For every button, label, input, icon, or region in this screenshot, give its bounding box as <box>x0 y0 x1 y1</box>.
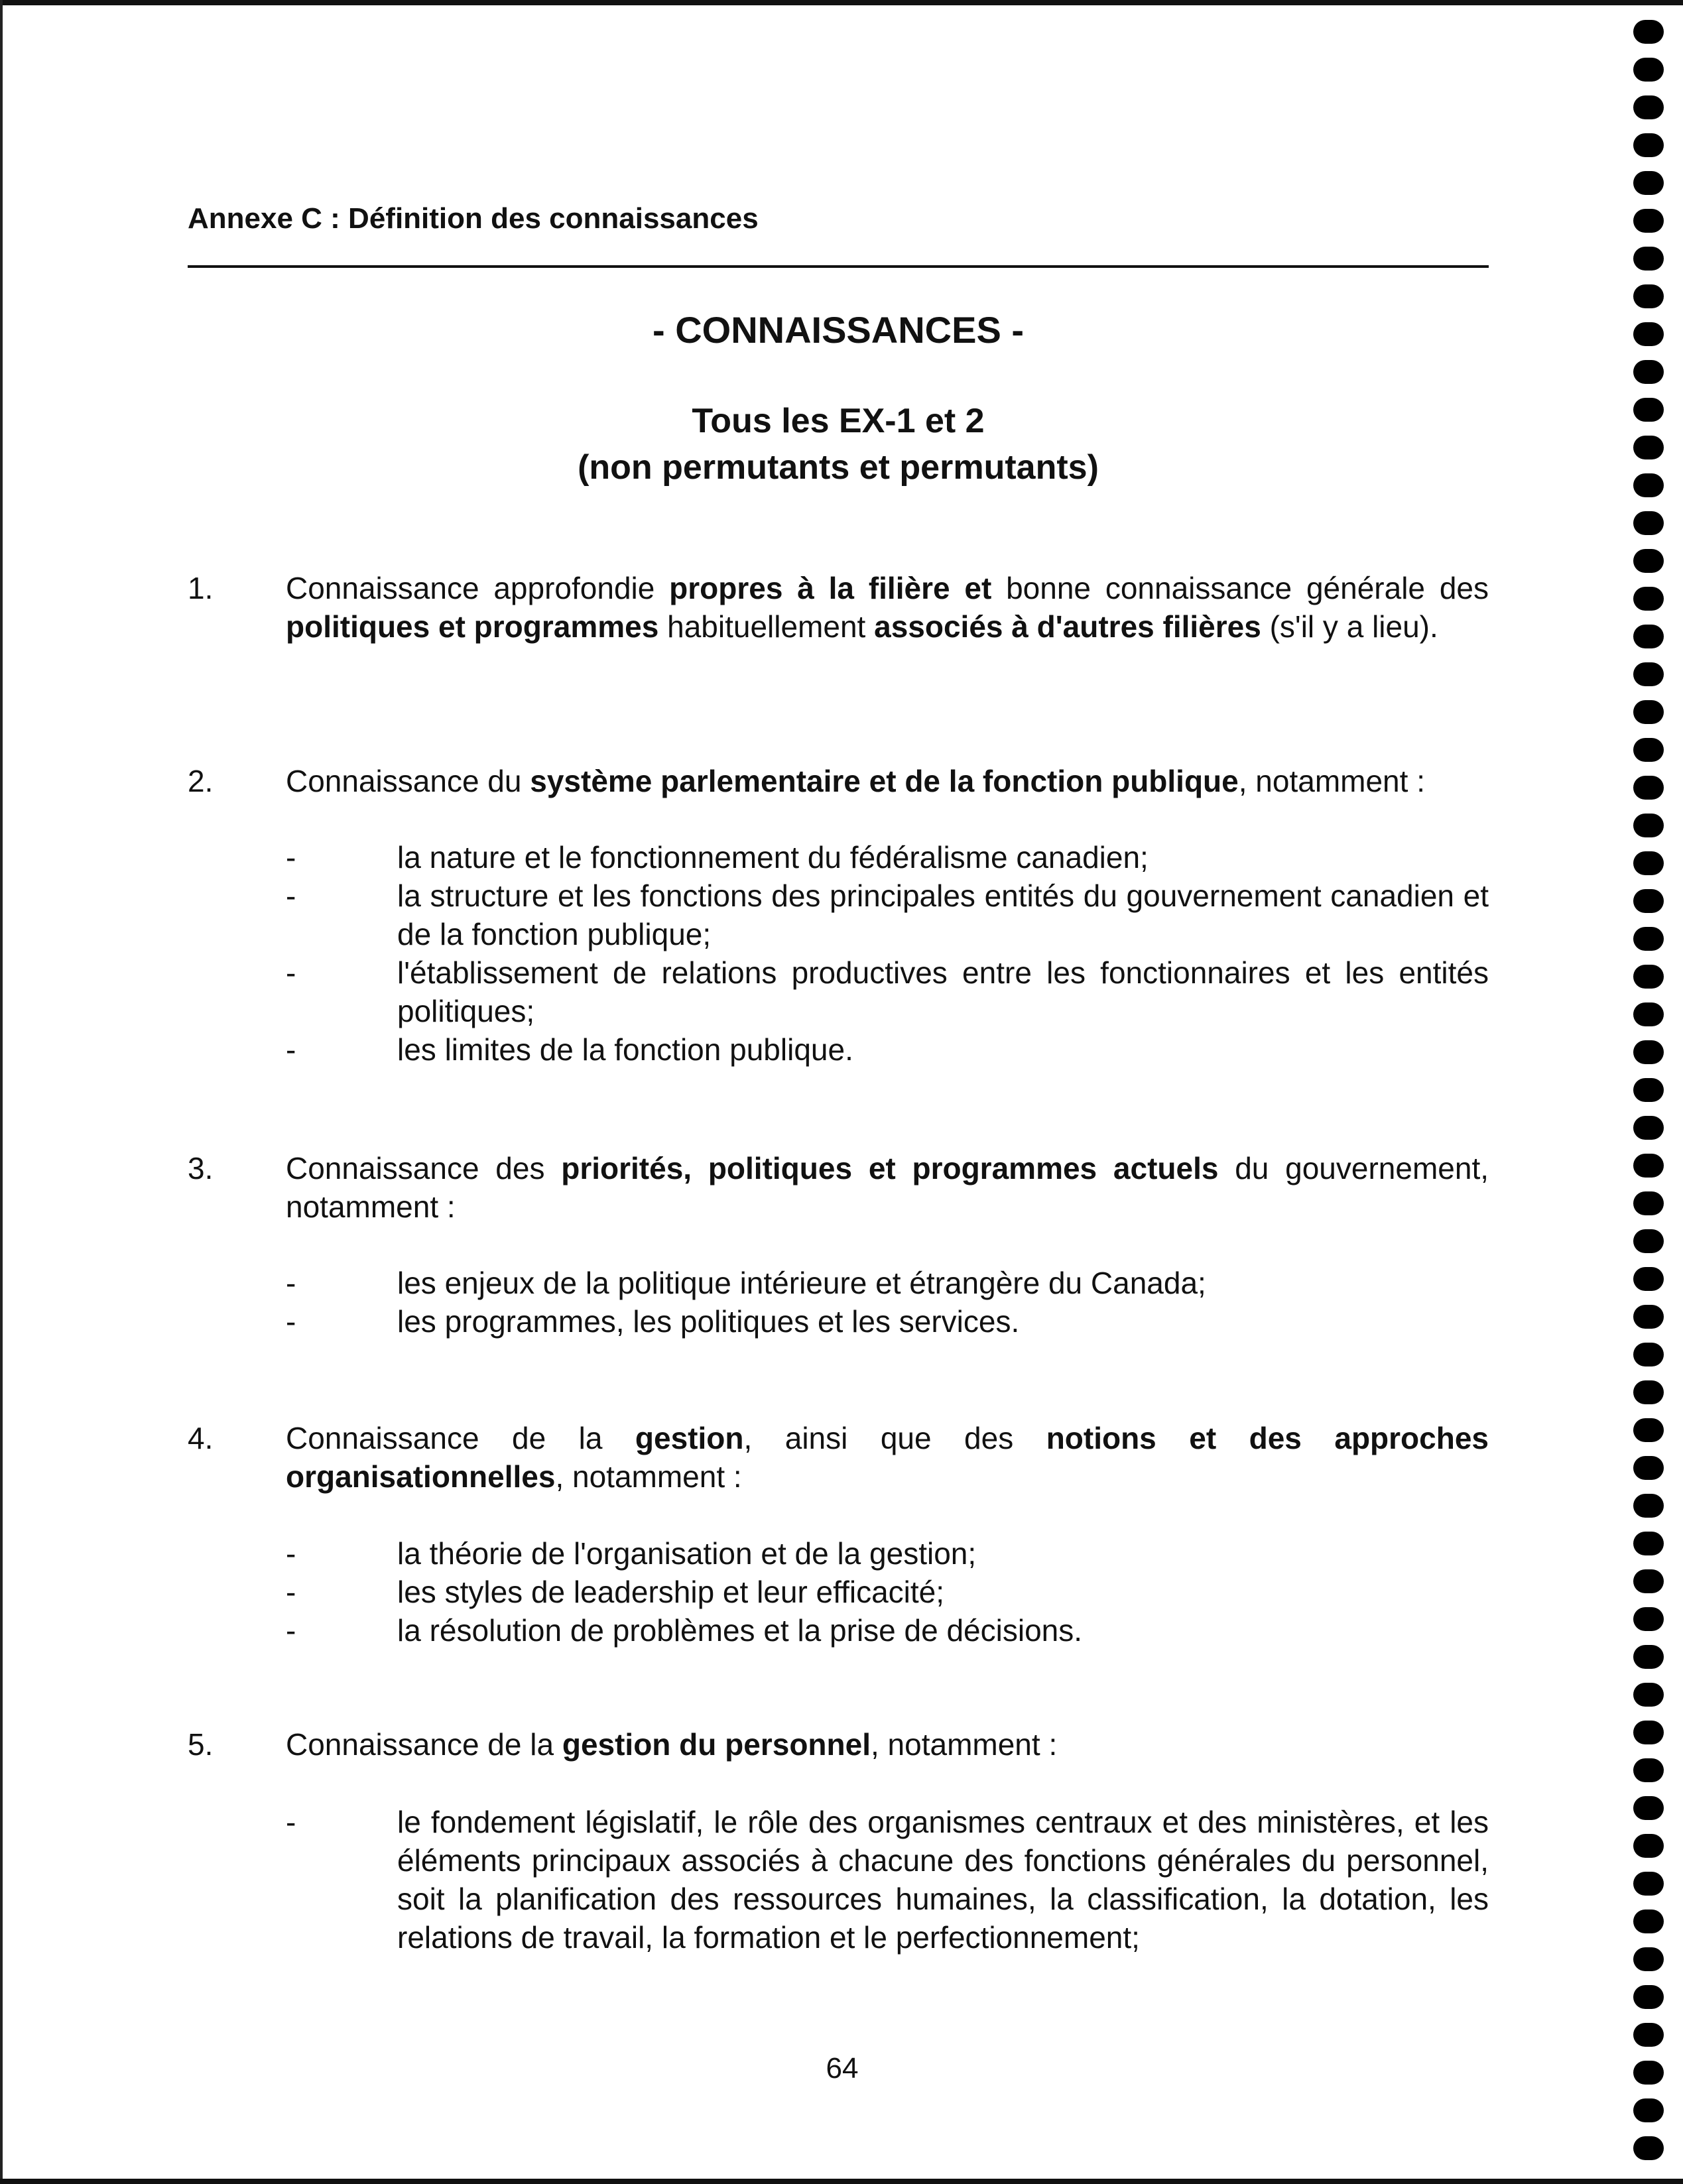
item-text: Connaissance du système parlementaire et de la fonction publique, notamment : <box>286 764 1425 798</box>
binding-hole <box>1633 1834 1664 1858</box>
page-bottom-border <box>0 2179 1683 2184</box>
item-number: 1. <box>188 571 214 605</box>
bullet-item: - la nature et le fonctionnement du fédéralisme canadien; <box>188 838 1489 877</box>
bullet-dash: - <box>286 1805 296 1839</box>
binding-hole <box>1633 1947 1664 1971</box>
binding-hole <box>1633 625 1664 648</box>
binding-hole <box>1633 1758 1664 1782</box>
binding-hole <box>1633 1872 1664 1896</box>
binding-hole <box>1633 1380 1664 1404</box>
item-text: Connaissance de la gestion, ainsi que des notions et des approches organisationnelles, notamment : <box>286 1421 1489 1494</box>
binding-hole <box>1633 511 1664 535</box>
binding-hole <box>1633 1456 1664 1480</box>
binding-hole <box>1633 1645 1664 1669</box>
binding-hole <box>1633 965 1664 989</box>
subtitle-line-2: (non permutants et permutants) <box>578 448 1099 487</box>
bullet-dash: - <box>286 879 296 913</box>
binding-hole <box>1633 209 1664 233</box>
binding-hole <box>1633 1910 1664 1933</box>
bullet-item: - l'établissement de relations productives entre les fonctionnaires et les entités politiques; <box>188 953 1489 1030</box>
item-number: 3. <box>188 1151 214 1185</box>
binding-hole <box>1633 398 1664 422</box>
bullet-dash: - <box>286 1032 296 1067</box>
annex-header: Annexe C : Définition des connaissances <box>188 202 759 235</box>
binding-hole <box>1633 58 1664 82</box>
page-left-border <box>0 0 3 2184</box>
item-number: 2. <box>188 764 214 798</box>
binding-hole <box>1633 1607 1664 1631</box>
page-top-border <box>0 0 1683 5</box>
binding-hole <box>1633 738 1664 762</box>
binding-hole <box>1633 587 1664 611</box>
header-divider <box>188 265 1489 268</box>
binding-hole <box>1633 1721 1664 1744</box>
knowledge-item-3 <box>188 1149 1489 1226</box>
binding-hole <box>1633 2061 1664 2085</box>
spiral-binding-holes <box>1633 20 1666 2181</box>
knowledge-item-2 <box>188 762 1489 800</box>
item-5-bullet-list <box>188 1803 1489 1957</box>
binding-hole <box>1633 171 1664 195</box>
page-number: 64 <box>826 2052 859 2085</box>
bullet-item: - les limites de la fonction publique. <box>188 1030 1489 1069</box>
binding-hole <box>1633 1116 1664 1140</box>
subtitle <box>188 398 1489 491</box>
knowledge-item-4 <box>188 1419 1489 1496</box>
binding-hole <box>1633 284 1664 308</box>
binding-hole <box>1633 2136 1664 2160</box>
binding-hole <box>1633 814 1664 837</box>
bullet-dash: - <box>286 955 296 990</box>
bullet-item: - la structure et les fonctions des principales entités du gouvernement canadien et de la fonction publique; <box>188 877 1489 953</box>
binding-hole <box>1633 1267 1664 1291</box>
binding-hole <box>1633 360 1664 384</box>
binding-hole <box>1633 95 1664 119</box>
binding-hole <box>1633 1191 1664 1215</box>
section-title: - CONNAISSANCES - <box>652 309 1025 351</box>
binding-hole <box>1633 1418 1664 1442</box>
bullet-dash: - <box>286 1266 296 1300</box>
binding-hole <box>1633 1229 1664 1253</box>
binding-hole <box>1633 1985 1664 2009</box>
item-text: Connaissance de la gestion du personnel, notamment : <box>286 1727 1058 1762</box>
binding-hole <box>1633 20 1664 44</box>
binding-hole <box>1633 549 1664 573</box>
item-number: 4. <box>188 1421 214 1455</box>
binding-hole <box>1633 1569 1664 1593</box>
bullet-dash: - <box>286 1613 296 1648</box>
binding-hole <box>1633 1532 1664 1555</box>
bullet-dash: - <box>286 1304 296 1339</box>
bullet-dash: - <box>286 1536 296 1571</box>
item-text: Connaissance approfondie propres à la filière et bonne connaissance générale des politiques et programmes habituellement associés à d'autres filières (s'il y a lieu). <box>286 571 1489 644</box>
binding-hole <box>1633 1683 1664 1707</box>
binding-hole <box>1633 2023 1664 2047</box>
item-3-bullet-list <box>188 1264 1489 1341</box>
bullet-item: - le fondement législatif, le rôle des organismes centraux et des ministères, et les éléments principaux associés à chacune des fonctions générales du personnel, soit la planification des ressources humaines, la classification, la dotation, les relations de travail, la formation et le perfectionnement; <box>188 1803 1489 1957</box>
binding-hole <box>1633 776 1664 800</box>
binding-hole <box>1633 473 1664 497</box>
item-2-bullet-list <box>188 838 1489 1069</box>
binding-hole <box>1633 1796 1664 1820</box>
bullet-dash: - <box>286 840 296 875</box>
item-4-bullet-list <box>188 1534 1489 1650</box>
binding-hole <box>1633 1040 1664 1064</box>
binding-hole <box>1633 1078 1664 1102</box>
bullet-item: - les styles de leadership et leur efficacité; <box>188 1573 1489 1611</box>
binding-hole <box>1633 927 1664 951</box>
bullet-item: - la théorie de l'organisation et de la gestion; <box>188 1534 1489 1573</box>
item-text: Connaissance des priorités, politiques et programmes actuels du gouvernement, notamment : <box>286 1151 1489 1224</box>
binding-hole <box>1633 322 1664 346</box>
binding-hole <box>1633 133 1664 157</box>
bullet-item: - les enjeux de la politique intérieure et étrangère du Canada; <box>188 1264 1489 1302</box>
binding-hole <box>1633 2098 1664 2122</box>
binding-hole <box>1633 851 1664 875</box>
bullet-item: - la résolution de problèmes et la prise de décisions. <box>188 1611 1489 1650</box>
binding-hole <box>1633 1494 1664 1518</box>
bullet-dash: - <box>286 1575 296 1609</box>
knowledge-item-5 <box>188 1725 1489 1764</box>
knowledge-item-1 <box>188 569 1489 646</box>
bullet-item: - les programmes, les politiques et les services. <box>188 1302 1489 1341</box>
binding-hole <box>1633 1343 1664 1366</box>
binding-hole <box>1633 889 1664 913</box>
subtitle-line-1: Tous les EX-1 et 2 <box>692 402 985 440</box>
binding-hole <box>1633 436 1664 459</box>
item-number: 5. <box>188 1727 214 1762</box>
binding-hole <box>1633 1305 1664 1329</box>
binding-hole <box>1633 1154 1664 1178</box>
binding-hole <box>1633 700 1664 724</box>
binding-hole <box>1633 662 1664 686</box>
binding-hole <box>1633 1002 1664 1026</box>
binding-hole <box>1633 247 1664 271</box>
